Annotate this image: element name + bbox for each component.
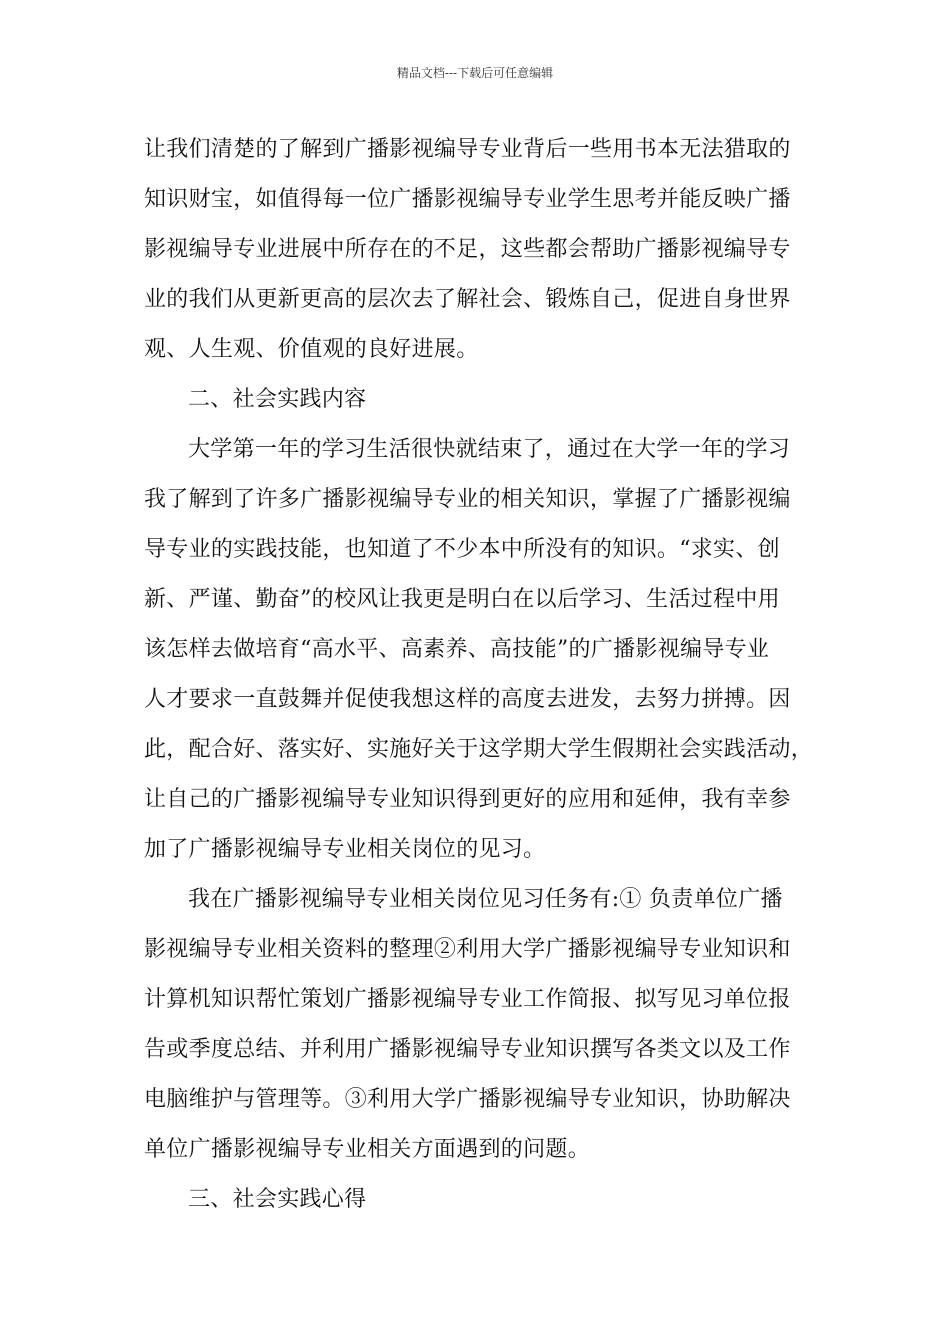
document-body [144,125,824,1225]
body-line: 让我们清楚的了解到广播影视编导专业背后一些用书本无法猎取的 [144,137,791,162]
body-line: 加了广播影视编导专业相关岗位的见习。 [144,837,546,862]
body-line: 计算机知识帮忙策划广播影视编导专业工作简报、拟写见习单位报 [144,987,791,1012]
body-line: 单位广播影视编导专业相关方面遇到的问题。 [144,1137,591,1162]
body-line: 此，配合好、落实好、实施好关于这学期大学生假期社会实践活动， [144,737,814,762]
body-line: 影视编导专业相关资料的整理②利用大学广播影视编导专业知识和 [144,937,791,962]
body-line: 大学第一年的学习生活很快就结束了，通过在大学一年的学习 [188,437,791,462]
body-line: 该怎样去做培育“高水平、高素养、高技能”的广播影视编导专业 [144,637,770,662]
body-line: 影视编导专业进展中所存在的不足，这些都会帮助广播影视编导专 [144,237,791,262]
section-heading: 三、社会实践心得 [188,1187,367,1212]
section-heading: 二、社会实践内容 [188,387,367,412]
body-line: 知识财宝，如值得每一位广播影视编导专业学生思考并能反映广播 [144,187,791,212]
body-line: 让自己的广播影视编导专业知识得到更好的应用和延伸，我有幸参 [144,787,791,812]
body-line: 我了解到了许多广播影视编导专业的相关知识，掌握了广播影视编 [144,487,791,512]
body-line: 电脑维护与管理等。③利用大学广播影视编导专业知识，协助解决 [144,1087,791,1112]
body-line: 新、严谨、勤奋”的校风让我更是明白在以后学习、生活过程中用 [144,587,780,612]
body-line: 导专业的实践技能，也知道了不少本中所没有的知识。“求实、创 [144,537,780,562]
page-header: 精品文档---下载后可任意编辑 [396,66,554,80]
body-line: 人才要求一直鼓舞并促使我想这样的高度去进发，去努力拼搏。因 [144,687,791,712]
body-line: 业的我们从更新更高的层次去了解社会、锻炼自己，促进自身世界 [144,287,791,312]
body-line: 观、人生观、价值观的良好进展。 [144,337,479,362]
body-line: 我在广播影视编导专业相关岗位见习任务有:① 负责单位广播 [188,887,783,912]
body-line: 告或季度总结、并利用广播影视编导专业知识撰写各类文以及工作 [144,1037,791,1062]
